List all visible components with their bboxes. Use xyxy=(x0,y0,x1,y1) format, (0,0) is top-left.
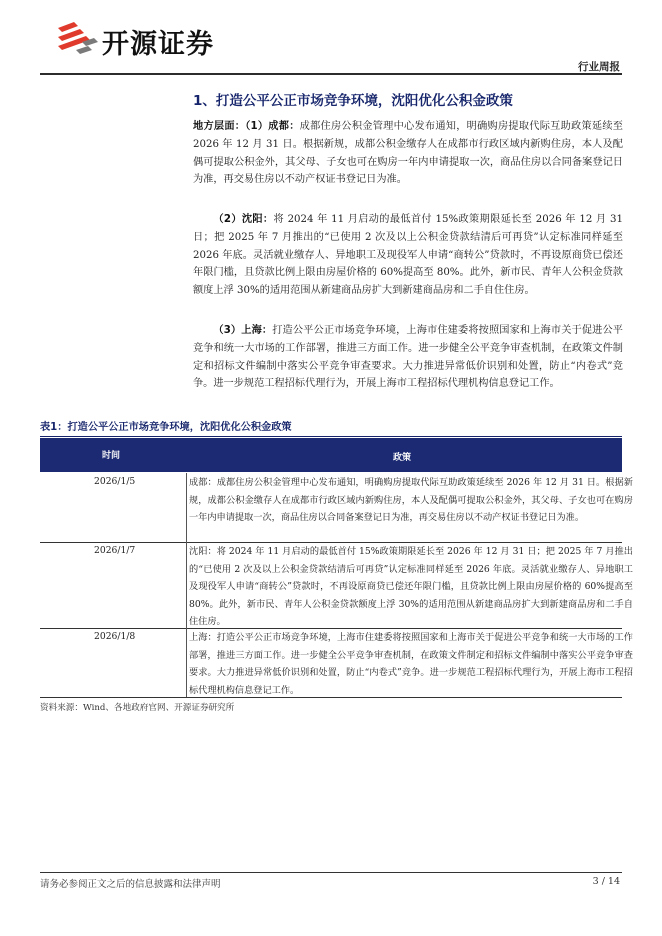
paragraph-shenyang-text: 将 2024 年 11 月启动的最低首付 15%政策期限延长至 2026 年 12 月 31 日；把 2025 年 7 月推出的“已使用 2 次及以上公积金贷款结清后可再贷”认定标准同样延至 2026 年底。灵活就业缴存人、异地职工及现役军人申请“商转公”贷款时，不再设原商贷已偿还年限门槛，且贷款比例上限由房屋价格的 60%提高至 80%。此外，新市民、青年人公积金贷款额度上浮 30%的适用范围从新建商品房扩大到新建商品房和二手自住住房。 xyxy=(193,214,623,297)
table-cell-date: 2026/1/7 xyxy=(94,545,136,556)
table-cell-date: 2026/1/5 xyxy=(94,476,136,487)
table-row xyxy=(40,473,633,543)
footer-disclaimer: 请务必参阅正文之后的信息披露和法律声明 xyxy=(40,879,221,890)
table-row xyxy=(40,628,633,698)
table-cell-policy: 成都：成都住房公积金管理中心发布通知，明确购房提取代际互助政策延续至 2026 年 12 月 31 日。根据新规，成都公积金缴存人在成都市行政区域内新购住房，本人及配偶可提取公积金外，其父母、子女也可在购房一年内申请提取一次，商品住房以合同备案登记日为准，再交易住房以不动产权证书登记日为准。 xyxy=(189,477,633,524)
paragraph-chengdu-text: 成都住房公积金管理中心发布通知，明确购房提取代际互助政策延续至 2026 年 12 月 31 日。根据新规，成都公积金缴存人在成都市行政区域内新购住房，本人及配偶可提取公积金外，其父母、子女也可在购房一年内申请提取一次，商品住房以合同备案登记日为准，再交易住房以不动产权证书登记日为准。 xyxy=(193,121,623,186)
table-top-rule xyxy=(40,436,622,437)
footer-divider xyxy=(40,872,622,873)
table-column-divider xyxy=(186,542,187,628)
table-row xyxy=(40,542,633,629)
report-type-label: 行业周报 xyxy=(578,61,620,73)
table-title: 表1：打造公平公正市场竞争环境，沈阳优化公积金政策 xyxy=(40,422,292,433)
table-column-divider xyxy=(186,473,187,542)
header-divider xyxy=(40,73,622,75)
paragraph-shenyang-lead: （2）沈阳： xyxy=(213,214,274,225)
page-number: 3 / 14 xyxy=(592,876,620,887)
table-header xyxy=(40,438,622,472)
section-title: 1、打造公平公正市场竞争环境，沈阳优化公积金政策 xyxy=(193,93,513,109)
paragraph-shenyang xyxy=(193,211,623,300)
paragraph-chengdu xyxy=(193,118,623,189)
paragraph-shanghai xyxy=(193,322,623,393)
paragraph-shanghai-lead: （3）上海： xyxy=(213,325,273,336)
table-header-time: 时间 xyxy=(101,451,120,461)
paragraph-shanghai-text: 打造公平公正市场竞争环境，上海市住建委将按照国家和上海市关于促进公平竞争和统一大市场的工作部署，推进三方面工作。进一步健全公平竞争审查机制，在政策文件制定和招标文件编制中落实公平竞争审查要求。大力推进异常低价识别和处置，防止“内卷式”竞争。进一步规范工程招标代理行为，开展上海市工程招标代理机构信息登记工作。 xyxy=(193,325,623,390)
table-cell-policy: 上海：打造公平公正市场竞争环境，上海市住建委将按照国家和上海市关于促进公平竞争和统一大市场的工作部署，推进三方面工作。进一步健全公平竞争审查机制，在政策文件制定和招标文件编制中落实公平竞争审查要求。大力推进异常低价识别和处置，防止“内卷式”竞争。进一步规范工程招标代理行为，开展上海市工程招标代理机构信息登记工作。 xyxy=(189,632,633,696)
table-column-divider xyxy=(186,628,187,697)
table-cell-date: 2026/1/8 xyxy=(94,631,136,642)
table-source-note: 资料来源：Wind、各地政府官网、开源证券研究所 xyxy=(40,703,235,713)
brand-name: 开源证券 xyxy=(102,29,214,60)
table-header-policy: 政策 xyxy=(392,453,411,463)
table-cell-policy: 沈阳：将 2024 年 11 月启动的最低首付 15%政策期限延长至 2026 年 12 月 31 日；把 2025 年 7 月推出的“已使用 2 次及以上公积金贷款结清后可再贷”认定标准同样延至 2026 年底。灵活就业缴存人、异地职工及现役军人申请“商转公”贷款时，不再设原商贷已偿还年限门槛，且贷款比例上限由房屋价格的 60%提高至 80%。此外，新市民、青年人公积金贷款额度上浮 30%的适用范围从新建商品房扩大到新建商品房和二手自住住房。 xyxy=(189,546,633,628)
paragraph-chengdu-lead: 地方层面：（1）成都： xyxy=(193,121,300,132)
